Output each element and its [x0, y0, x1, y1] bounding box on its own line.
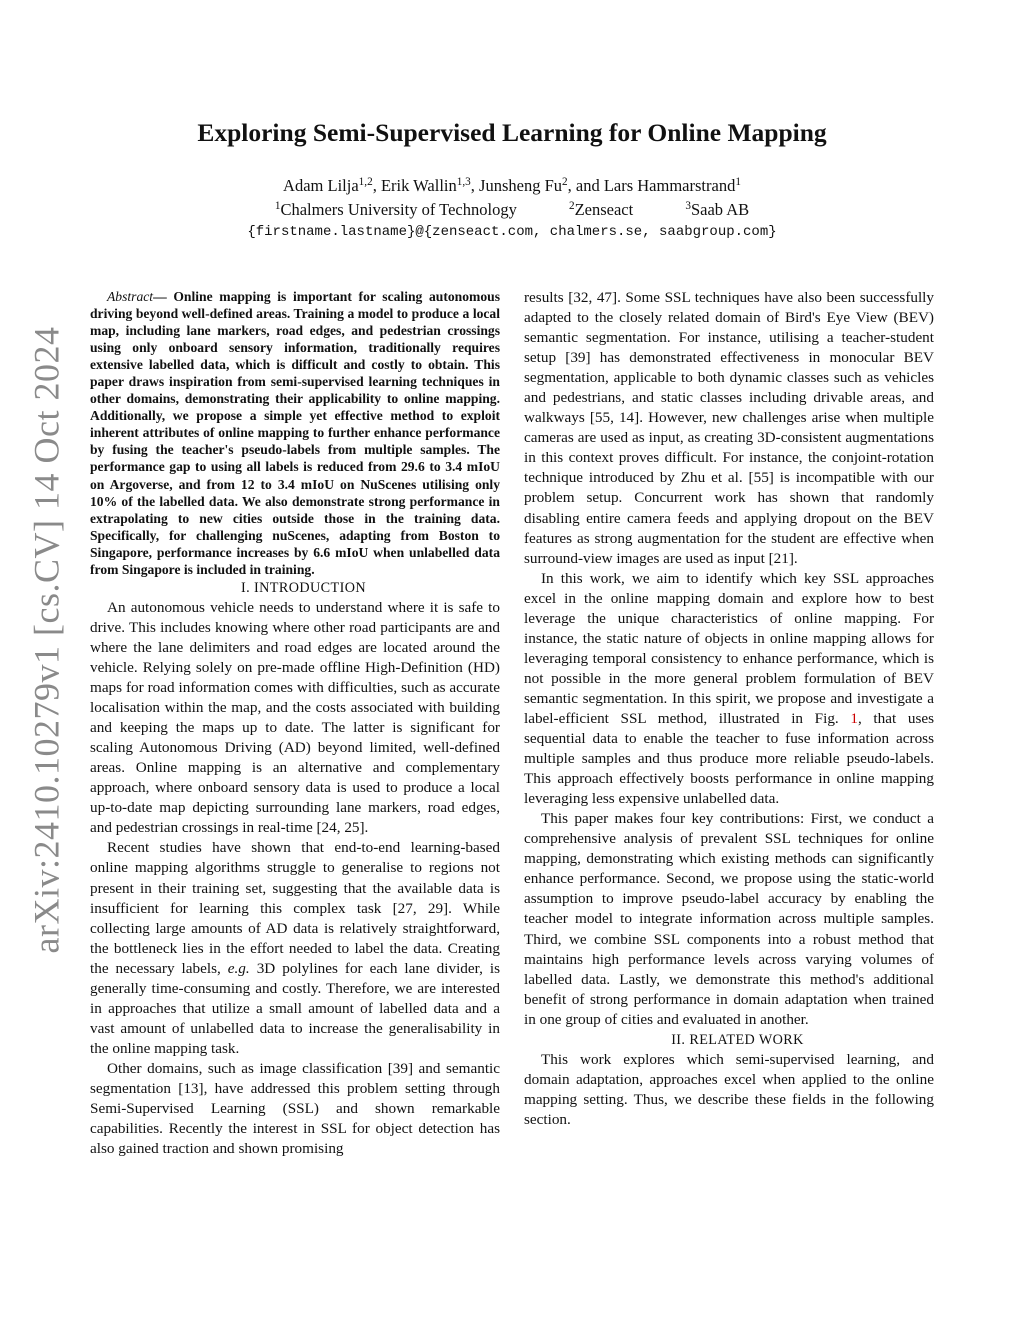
affiliation — [275, 200, 517, 220]
intro-paragraph-3-continued: results [32, 47]. Some SSL techniques have also been successfully adapted to the closely related domain of Bird's Eye View (BEV) semantic segmentation. For instance, utilising a teacher-student setup [39] has demonstrated effectiveness in monocular BEV segmentation, applicable to both dynamic classes such as vehicles and pedestrians, and static classes including drivable areas, and walkways [55, 14]. However, new challenges arise when multiple cameras are used as input, as creating 3D-consistent augmentations in this context proves difficult. For instance, the conjoint-rotation technique introduced by Zhu et al. [55] is incompatible with our problem setup. Concurrent work has shown that randomly disabling entire camera feeds and applying dropout on the BEV features as strong augmentation for the student are effective when surround-view images are used as input [21]. — [524, 289, 934, 567]
author-affil-sup: 1,2 — [358, 175, 373, 188]
author-affil-sup: 1 — [735, 175, 741, 188]
paragraph-text: 3D polylines for each lane divider, is generally time-consuming and costly. Therefore, we are interested in approaches that utilize a small amount of labelled data and a vast amount of unlabelled data to increase the generalisability in the online mapping task. — [90, 959, 500, 1057]
intro-paragraph-5: This paper makes four key contributions: First, we conduct a comprehensive analysis of prevalent SSL techniques for online mapping, demonstrating which existing methods can significantly enhance performance. Second, we propose using the static-world assumption to improve pseudo-label accuracy by enabling the teacher model to integrate information across multiple samples. Third, we combine SSL components into a robust method that maintains high performance levels across varying volumes of labelled data. Lastly, we demonstrate this method's additional benefit of strong performance in domain adaptation when trained in one group of cities and evaluated in another. — [524, 810, 934, 1028]
affiliation-name: Saab AB — [690, 200, 750, 219]
author-affil-sup: 1,3 — [456, 175, 471, 188]
author-name: Adam Lilja — [283, 176, 359, 195]
section-heading-introduction: I. INTRODUCTION — [240, 579, 366, 596]
intro-paragraph-4 — [524, 569, 934, 810]
abstract-text: — Online mapping is important for scaling autonomous driving beyond well-defined areas. Training a model to produce a local map, including lane markers, road edges, and pedestrian crossings using only onboard sensory information, traditionally requires extensive labelled data, which is difficult and costly to obtain. This paper draws inspiration from semi-supervised learning techniques in other domains, demonstrating their applicability to online mapping. Additionally, we propose a simple yet effective method to exploit inherent attributes of online mapping to further enhance performance by fusing the teacher's pseudo-labels from multiple samples. The performance gap to using all labels is reduced from 29.6 to 3.4 mIoU on Argoverse, and from 12 to 3.4 mIoU on NuScenes utilising only 10% of the labelled data. We also demonstrate strong performance in extrapolating to new cities outside those in the training data. Specifically, for challenging nuScenes, adapting from Boston to Singapore, performance increases by 6.6 mIoU when unlabelled data from Singapore is included in training. — [90, 289, 500, 577]
affiliation-sup: 2 — [568, 199, 575, 212]
email-addresses: {firstname.lastname}@{zenseact.com, chalmers.se, saabgroup.com} — [247, 224, 777, 240]
affiliation-sup: 1 — [274, 199, 281, 212]
intro-paragraph-2 — [90, 838, 500, 1059]
paragraph-text: , that uses sequential data to enable the teacher to fuse information across multiple samples and thus produce more reliable pseudo-labels. This approach effectively boosts performance in online mapping leveraging less expensive unlabelled data. — [524, 709, 934, 808]
abstract-label: Abstract — [107, 289, 154, 304]
intro-paragraph-1: An autonomous vehicle needs to understand where it is safe to drive. This includes knowing where other road participants are and where the lane delimiters and road edges are located around the vehicle. Relying solely on pre-made offline High-Definition (HD) maps for road information comes with difficulties, such as accurate localisation within the map, and the costs associated with building and keeping the maps up to date. The latter is significant for scaling Autonomous Driving (AD) beyond limited, well-defined areas. Online mapping is an alternative and complementary approach, where onboard sensory data is used to produce a local up-to-date map depicting surrounding lane markers, road edges, and pedestrian crossings in real-time [24, 25]. — [90, 598, 500, 837]
author-name: Junsheng Fu — [479, 176, 563, 195]
paragraph-text: In this work, we aim to identify which key SSL approaches excel in the online mapping domain and explore how to best leverage the unique characteristics of online mapping. For instance, the static nature of objects in online mapping allows for leveraging temporal consistency to enhance performance, which is not possible in the more general problem formulation of BEV semantic segmentation. In this spirit, we propose and investigate a label-efficient SSL method, illustrated in Fig. — [524, 569, 934, 727]
author-name: Lars Hammarstrand — [603, 176, 736, 195]
email-line — [0, 223, 1024, 240]
affiliation — [685, 200, 749, 220]
right-column — [524, 288, 934, 1130]
arxiv-id-text: arXiv:2410.10279v1 [cs.CV] 14 Oct 2024 — [26, 326, 67, 954]
section-heading-related-work: II. RELATED WORK — [671, 1031, 804, 1048]
author-name: Erik Wallin — [380, 176, 457, 195]
affiliation — [569, 200, 633, 220]
abstract — [90, 288, 500, 578]
paragraph-text: Recent studies have shown that end-to-end learning-based online mapping algorithms struggle to generalise to regions not present in their training set, suggesting that the available data is insufficient for learning this complex task [27, 29]. While collecting large amounts of AD data is relatively straightforward, the bottleneck lies in the effort needed to label the data. Creating the necessary labels, — [90, 839, 500, 977]
arxiv-identifier-stamp — [24, 326, 68, 954]
left-column — [90, 288, 500, 1159]
related-work-paragraph-1: This work explores which semi-supervised learning, and domain adaptation, approaches excel when applied to the online mapping setting. Thus, we describe these fields in the following section. — [524, 1050, 934, 1128]
paper-title: Exploring Semi-Supervised Learning for Online Mapping — [197, 118, 827, 147]
affiliation-name: Chalmers University of Technology — [280, 200, 517, 219]
author-list: Adam Lilja$^{1,2}$, Erik Wallin$^{1,3}$, Junsheng Fu$^2$, and Lars Hammarstrand$^1$ — [283, 175, 741, 195]
affiliation-sup: 3 — [685, 199, 691, 212]
affiliation-list — [0, 200, 1024, 220]
italic-abbrev: e.g. — [227, 959, 250, 977]
author-affil-sup: 2 — [562, 175, 568, 188]
figure-reference-link[interactable]: 1 — [850, 709, 858, 727]
affiliation-name: Zenseact — [574, 200, 634, 219]
intro-paragraph-3: Other domains, such as image classification [39] and semantic segmentation [13], have addressed this problem setting through Semi-Supervised Learning (SSL) and shown remarkable capabilities. Recently the interest in SSL for object detection has also gained traction and shown promising — [90, 1059, 500, 1158]
